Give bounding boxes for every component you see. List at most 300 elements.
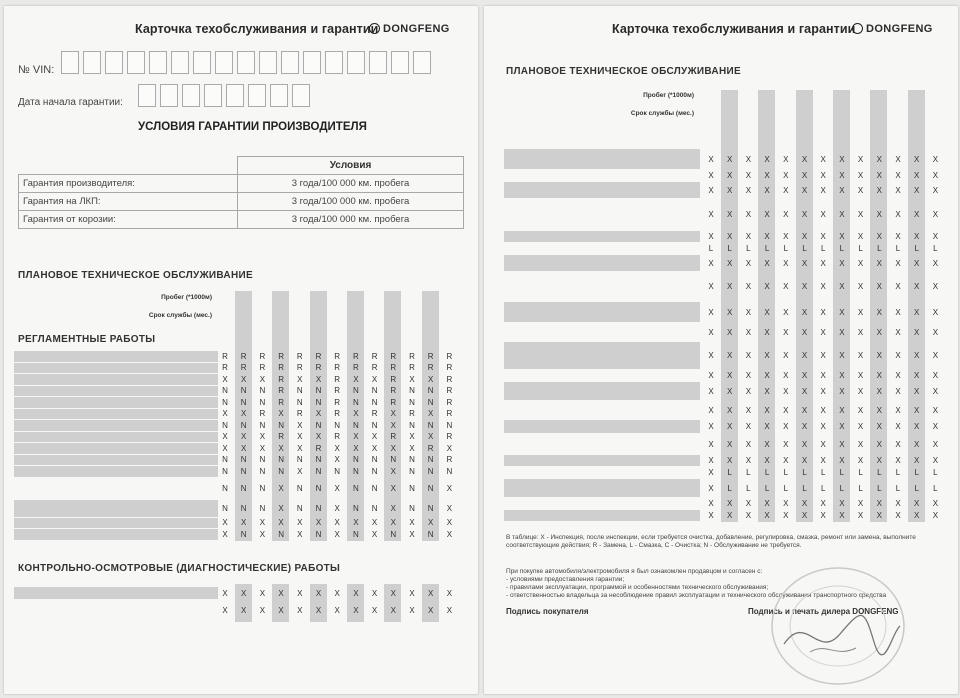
schedule-cell: X [278, 588, 284, 598]
schedule-cell: X [783, 371, 789, 380]
schedule-cell: X [783, 511, 789, 520]
schedule-cell: X [839, 386, 845, 396]
row-label [504, 434, 700, 454]
schedule-cell: X [914, 499, 920, 508]
vin-char-box[interactable] [193, 51, 211, 74]
schedule-cell: X [764, 386, 770, 396]
schedule-cell: X [371, 374, 378, 384]
vin-char-box[interactable] [347, 51, 365, 74]
schedule-cell: N [259, 503, 266, 513]
schedule-cell: X [895, 386, 901, 396]
schedule-cell: X [876, 327, 882, 337]
schedule-cell: R [278, 397, 284, 407]
schedule-cell: X [857, 422, 864, 431]
schedule-cell: X [727, 422, 733, 431]
row-label [504, 199, 700, 230]
schedule-cell: N [353, 529, 359, 539]
date-char-box[interactable] [270, 84, 288, 107]
schedule-cell: X [727, 499, 733, 508]
schedule-cell: X [820, 258, 826, 268]
schedule-cell: X [259, 588, 266, 598]
schedule-cell: N [353, 503, 359, 513]
schedule-cell: X [708, 171, 714, 180]
row-label [504, 231, 700, 242]
schedule-cell: N [278, 529, 284, 539]
schedule-cell: X [764, 511, 770, 520]
schedule-cell: X [839, 351, 845, 360]
schedule-cell: X [222, 606, 228, 615]
schedule-cell: X [783, 210, 789, 219]
schedule-cell: X [932, 185, 939, 195]
schedule-cell: X [259, 606, 266, 615]
schedule-cell: X [932, 210, 939, 219]
schedule-cell: N [353, 466, 359, 476]
schedule-cell: X [764, 258, 770, 268]
schedule-cell: N [278, 455, 284, 465]
schedule-cell: R [315, 443, 322, 453]
schedule-cell: N [222, 397, 228, 407]
schedule-cell: X [783, 232, 789, 241]
schedule-cell: N [371, 466, 378, 476]
schedule-cell: L [820, 483, 826, 493]
schedule-cell: X [820, 210, 826, 219]
vin-char-box[interactable] [391, 51, 409, 74]
schedule-cell: R [334, 363, 341, 373]
schedule-cell: X [334, 443, 340, 453]
vin-char-box[interactable] [215, 51, 233, 74]
schedule-cell: X [895, 185, 901, 195]
schedule-cell: R [296, 409, 303, 419]
schedule-cell: X [764, 351, 770, 360]
schedule-cell: R [334, 351, 341, 361]
schedule-cell: X [371, 432, 378, 442]
schedule-cell: R [259, 409, 266, 419]
schedule-cell: X [857, 511, 864, 520]
schedule-cell: N [315, 455, 322, 465]
left-page [4, 6, 478, 694]
schedule-cell: X [297, 432, 303, 442]
schedule-cell: N [315, 386, 322, 396]
schedule-cell: L [858, 483, 863, 493]
schedule-cell: N [371, 455, 378, 465]
schedule-cell: R [278, 363, 284, 373]
schedule-cell: X [764, 171, 770, 180]
row-label [504, 498, 700, 509]
vin-char-box[interactable] [61, 51, 79, 74]
date-char-box[interactable] [204, 84, 222, 107]
schedule-cell: X [315, 606, 322, 615]
schedule-cell: X [839, 185, 845, 195]
schedule-cell: X [745, 439, 752, 449]
schedule-cell: X [801, 439, 808, 449]
schedule-cell: X [932, 386, 939, 396]
schedule-cell: X [857, 210, 864, 219]
schedule-cell: R [390, 374, 397, 384]
schedule-cell: X [801, 499, 808, 508]
schedule-cell: X [297, 443, 303, 453]
schedule-cell: R [278, 351, 284, 361]
schedule-cell: X [914, 258, 920, 268]
schedule-cell: L [727, 468, 732, 477]
schedule-cell: N [240, 503, 247, 513]
schedule-cell: R [334, 397, 341, 407]
schedule-cell: X [932, 327, 939, 337]
schedule-cell: R [446, 397, 453, 407]
schedule-cell: X [727, 232, 733, 241]
schedule-cell: R [446, 351, 453, 361]
schedule-cell: X [801, 185, 808, 195]
schedule-cell: X [820, 154, 826, 164]
row-label [504, 479, 700, 497]
schedule-cell: X [801, 307, 808, 317]
schedule-cell: R [222, 351, 228, 361]
schedule-cell: X [914, 154, 920, 164]
schedule-cell: X [727, 171, 733, 180]
schedule-cell: X [876, 371, 882, 380]
warranty-table [18, 156, 464, 229]
row-label [504, 255, 700, 271]
schedule-cell: X [390, 409, 396, 419]
schedule-cell: N [259, 455, 266, 465]
vin-char-box[interactable] [127, 51, 145, 74]
schedule-cell: X [727, 405, 733, 415]
schedule-cell: X [708, 386, 714, 396]
schedule-cell: L [877, 244, 882, 253]
schedule-cell: X [241, 606, 247, 615]
schedule-cell: X [409, 374, 415, 384]
schedule-cell: X [764, 439, 770, 449]
schedule-cell: X [315, 374, 322, 384]
schedule-cell: L [914, 468, 919, 477]
schedule-cell: R [353, 351, 359, 361]
schedule-cell: R [296, 363, 303, 373]
diagnostic-works-title: КОНТРОЛЬНО-ОСМОТРОВЫЕ (ДИАГНОСТИЧЕСКИЕ) РАБОТЫ [18, 563, 341, 574]
row-label [504, 302, 700, 322]
schedule-cell: X [839, 232, 845, 241]
schedule-cell: X [278, 443, 284, 453]
schedule-cell: X [857, 405, 864, 415]
warranty-conditions-header: Условия [238, 157, 464, 175]
date-char-box[interactable] [182, 84, 200, 107]
schedule-cell: X [428, 588, 434, 598]
schedule-cell: X [764, 185, 770, 195]
row-label [504, 370, 700, 381]
schedule-cell: X [353, 606, 359, 615]
schedule-cell: N [409, 466, 415, 476]
schedule-cell: L [933, 468, 938, 477]
schedule-cell: X [708, 468, 714, 477]
schedule-cell: X [259, 374, 266, 384]
schedule-cell: N [427, 466, 434, 476]
date-char-box[interactable] [292, 84, 310, 107]
schedule-cell: X [241, 432, 247, 442]
schedule-cell: L [877, 483, 882, 493]
schedule-cell: X [297, 374, 303, 384]
schedule-cell: X [745, 371, 752, 380]
schedule-cell: X [857, 371, 864, 380]
schedule-cell: N [240, 386, 247, 396]
schedule-cell: X [241, 374, 247, 384]
agreement-item: - ответственностью владельца за несоблюдение правил эксплуатации и технического обслуживания транспортного средства [506, 592, 887, 599]
vin-char-box[interactable] [237, 51, 255, 74]
schedule-title: ПЛАНОВОЕ ТЕХНИЧЕСКОЕ ОБСЛУЖИВАНИЕ [506, 66, 741, 77]
vin-char-box[interactable] [281, 51, 299, 74]
schedule-cell: X [745, 282, 752, 291]
schedule-cell: L [895, 468, 901, 477]
schedule-cell: X [708, 210, 714, 219]
schedule-cell: R [446, 455, 453, 465]
schedule-cell: X [876, 185, 882, 195]
schedule-cell: N [278, 420, 284, 430]
schedule-cell: N [259, 397, 266, 407]
regular-works-title: РЕГЛАМЕНТНЫЕ РАБОТЫ [18, 334, 156, 345]
row-label [14, 363, 218, 374]
schedule-cell: X [727, 307, 733, 317]
schedule-cell: X [820, 171, 826, 180]
row-label [14, 455, 218, 466]
schedule-cell: L [802, 468, 807, 477]
row-label [14, 351, 218, 362]
schedule-cell: X [801, 371, 808, 380]
schedule-cell: X [876, 351, 882, 360]
mileage-label: Пробег (*1000м) [161, 294, 212, 301]
schedule-cell: X [708, 371, 714, 380]
schedule-cell: X [727, 185, 733, 195]
brand-logo: DONGFENG [369, 23, 450, 35]
buyer-signature-label: Подпись покупателя [506, 607, 589, 616]
schedule-cell: N [371, 397, 378, 407]
schedule-cell: N [315, 397, 322, 407]
schedule-cell: L [933, 483, 938, 493]
schedule-cell: N [371, 386, 378, 396]
schedule-cell: R [446, 409, 453, 419]
schedule-cell: X [839, 456, 845, 465]
schedule-cell: X [932, 456, 939, 465]
schedule-cell: R [334, 432, 341, 442]
schedule-cell: X [932, 258, 939, 268]
schedule-cell: X [315, 518, 322, 528]
schedule-cell: X [820, 307, 826, 317]
schedule-cell: N [427, 483, 434, 493]
schedule-cell: X [876, 386, 882, 396]
schedule-cell: X [259, 518, 266, 528]
schedule-cell: X [334, 503, 340, 513]
schedule-cell: L [914, 244, 919, 253]
schedule-cell: R [390, 363, 397, 373]
schedule-cell: X [839, 511, 845, 520]
schedule-cell: X [932, 232, 939, 241]
dealer-signature-label: Подпись и печать дилера DONGFENG [748, 607, 899, 616]
schedule-cell: X [895, 258, 901, 268]
schedule-cell: R [446, 363, 453, 373]
schedule-cell: R [240, 363, 247, 373]
schedule-cell: X [241, 409, 247, 419]
schedule-cell: X [371, 529, 378, 539]
schedule-cell: X [371, 606, 378, 615]
schedule-cell: N [409, 503, 415, 513]
schedule-cell: X [353, 432, 359, 442]
schedule-cell: X [857, 351, 864, 360]
schedule-cell: X [278, 503, 284, 513]
row-label [14, 466, 218, 477]
vin-char-box[interactable] [259, 51, 277, 74]
schedule-cell: X [446, 503, 453, 513]
schedule-cell: X [222, 409, 228, 419]
vin-char-box[interactable] [325, 51, 343, 74]
table-row: Гарантия на ЛКП: 3 года/100 000 км. пробега [19, 193, 464, 211]
schedule-cell: L [839, 468, 845, 477]
schedule-cell: X [764, 232, 770, 241]
schedule-cell: L [933, 244, 938, 253]
schedule-cell: X [353, 588, 359, 598]
schedule-cell: X [783, 405, 789, 415]
schedule-cell: R [409, 363, 415, 373]
schedule-cell: N [427, 529, 434, 539]
vin-char-box[interactable] [303, 51, 321, 74]
schedule-cell: X [222, 588, 228, 598]
schedule-cell: X [446, 529, 453, 539]
schedule-cell: L [708, 244, 714, 253]
schedule-cell: X [390, 466, 396, 476]
row-label [504, 455, 700, 466]
agreement-item: - условиями предоставления гарантии; [506, 576, 625, 583]
schedule-cell: L [746, 483, 751, 493]
date-char-box[interactable] [226, 84, 244, 107]
row-label [504, 420, 700, 433]
schedule-cell: X [409, 443, 415, 453]
warranty-title: УСЛОВИЯ ГАРАНТИИ ПРОИЗВОДИТЕЛЯ [138, 121, 367, 133]
schedule-cell: X [820, 439, 826, 449]
schedule-cell: X [857, 171, 864, 180]
schedule-cell: L [895, 244, 901, 253]
schedule-cell: N [222, 420, 228, 430]
schedule-cell: X [820, 405, 826, 415]
agreement-item: - правилами эксплуатации, программой и особенностями технического обслуживания; [506, 584, 769, 591]
schedule-cell: X [297, 606, 303, 615]
row-label [14, 500, 218, 517]
vin-label: № VIN: [18, 64, 55, 76]
schedule-cell: X [914, 327, 920, 337]
schedule-cell: X [278, 483, 284, 493]
vin-char-box[interactable] [369, 51, 387, 74]
schedule-cell: X [353, 518, 359, 528]
row-label [14, 432, 218, 443]
schedule-cell: L [820, 244, 826, 253]
schedule-cell: L [839, 483, 845, 493]
schedule-cell: X [708, 307, 714, 317]
schedule-cell: N [409, 397, 415, 407]
schedule-cell: X [390, 420, 396, 430]
schedule-cell: N [296, 503, 303, 513]
schedule-cell: X [428, 409, 434, 419]
row-label [504, 382, 700, 400]
schedule-cell: X [914, 210, 920, 219]
schedule-cell: X [857, 307, 864, 317]
schedule-cell: X [820, 456, 826, 465]
schedule-cell: R [390, 386, 397, 396]
schedule-cell: X [708, 327, 714, 337]
vin-char-box[interactable] [413, 51, 431, 74]
schedule-cell: X [839, 371, 845, 380]
schedule-cell: R [409, 351, 415, 361]
schedule-cell: X [334, 455, 340, 465]
schedule-cell: R [240, 351, 247, 361]
vin-char-box[interactable] [105, 51, 123, 74]
vin-char-box[interactable] [171, 51, 189, 74]
schedule-cell: X [764, 307, 770, 317]
vin-char-box[interactable] [83, 51, 101, 74]
schedule-cell: X [839, 499, 845, 508]
schedule-cell: X [839, 439, 845, 449]
date-char-box[interactable] [138, 84, 156, 107]
schedule-cell: N [371, 420, 378, 430]
schedule-cell: X [708, 456, 714, 465]
schedule-cell: N [446, 466, 453, 476]
schedule-cell: X [801, 422, 808, 431]
vin-char-box[interactable] [149, 51, 167, 74]
schedule-cell: X [259, 432, 266, 442]
schedule-cell: X [390, 606, 396, 615]
schedule-cell: N [390, 529, 397, 539]
schedule-cell: R [446, 432, 453, 442]
schedule-cell: X [334, 606, 340, 615]
schedule-cell: X [820, 327, 826, 337]
right-page [484, 6, 958, 694]
schedule-cell: X [708, 511, 714, 520]
schedule-cell: X [297, 466, 303, 476]
row-label [504, 467, 700, 478]
schedule-cell: R [427, 443, 434, 453]
schedule-cell: X [857, 185, 864, 195]
warranty-start-label: Дата начала гарантии: [18, 97, 123, 108]
schedule-cell: X [783, 386, 789, 396]
schedule-cell: X [428, 374, 434, 384]
schedule-cell: N [427, 420, 434, 430]
schedule-cell: N [446, 420, 453, 430]
schedule-cell: X [764, 154, 770, 164]
schedule-cell: X [764, 282, 770, 291]
schedule-cell: X [801, 405, 808, 415]
schedule-cell: X [857, 386, 864, 396]
row-label [14, 420, 218, 431]
schedule-cell: X [708, 439, 714, 449]
schedule-cell: N [353, 420, 359, 430]
schedule-cell: X [409, 529, 415, 539]
dealer-stamp [766, 562, 916, 690]
schedule-cell: N [409, 455, 415, 465]
schedule-cell: X [446, 518, 453, 528]
schedule-cell: X [932, 499, 939, 508]
table-row: Гарантия от корозии: 3 года/100 000 км. пробега [19, 211, 464, 229]
brand-logo: DONGFENG [852, 23, 933, 35]
schedule-cell: X [914, 351, 920, 360]
schedule-cell: X [745, 232, 752, 241]
schedule-cell: R [334, 374, 341, 384]
schedule-cell: L [764, 244, 770, 253]
schedule-cell: X [727, 511, 733, 520]
schedule-cell: X [241, 443, 247, 453]
mileage-label: Пробег (*1000м) [643, 92, 694, 99]
schedule-cell: X [914, 386, 920, 396]
date-char-box[interactable] [160, 84, 178, 107]
schedule-cell: L [727, 483, 732, 493]
schedule-cell: X [334, 529, 340, 539]
date-char-box[interactable] [248, 84, 266, 107]
schedule-cell: X [783, 456, 789, 465]
schedule-cell: X [932, 439, 939, 449]
schedule-cell: X [820, 499, 826, 508]
schedule-cell: N [240, 420, 247, 430]
